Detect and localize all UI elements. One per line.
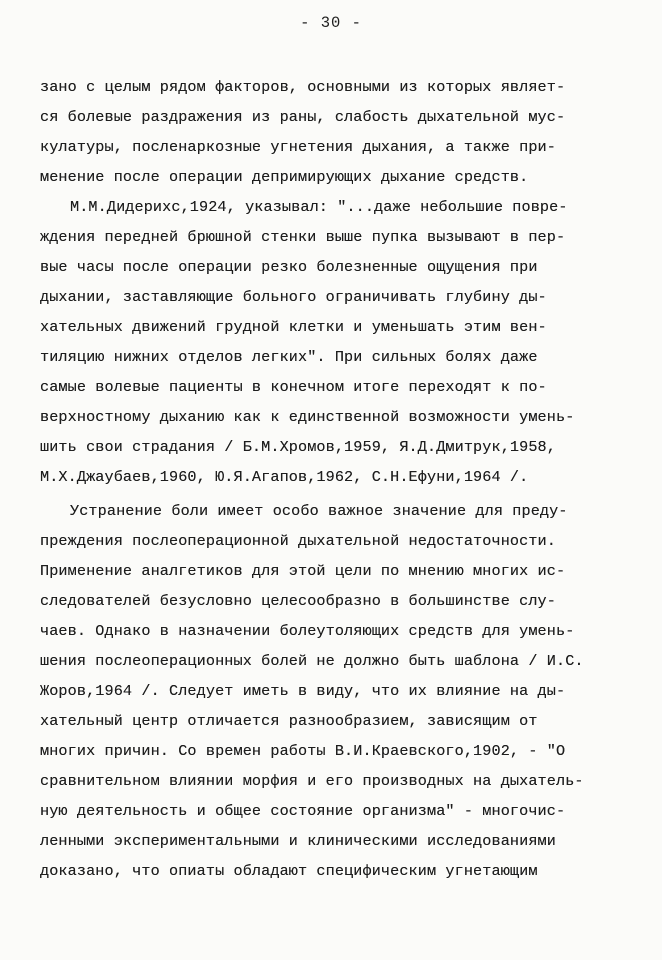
text-line: доказано, что опиаты обладают специфическим угнетающим [40, 862, 538, 880]
text-line: М.Х.Джаубаев,1960, Ю.Я.Агапов,1962, С.Н.Ефуни,1964 /. [40, 468, 529, 486]
text-line: Жоров,1964 /. Следует иметь в виду, что их влияние на ды- [40, 682, 566, 700]
text-line: преждения послеоперационной дыхательной недостаточности. [40, 532, 556, 550]
text-line: ленными экспериментальными и клиническими исследованиями [40, 832, 556, 850]
text-line: М.М.Дидерихс,1924, указывал: "...даже небольшие повре- [70, 198, 568, 216]
text-line: дыхании, заставляющие больного ограничивать глубину ды- [40, 288, 547, 306]
text-line: самые волевые пациенты в конечном итоге переходят к по- [40, 378, 547, 396]
text-line: шения послеоперационных болей не должно быть шаблона / И.С. [40, 652, 584, 670]
text-line: ждения передней брюшной стенки выше пупка вызывают в пер- [40, 228, 566, 246]
text-line: хательный центр отличается разнообразием, зависящим от [40, 712, 538, 730]
text-line: следователей безусловно целесообразно в большинстве слу- [40, 592, 556, 610]
text-line: хательных движений грудной клетки и уменьшать этим вен- [40, 318, 547, 336]
text-line: вые часы после операции резко болезненные ощущения при [40, 258, 538, 276]
text-line: тиляцию нижних отделов легких". При сильных болях даже [40, 348, 538, 366]
text-line: шить свои страдания / Б.М.Хромов,1959, Я.Д.Дмитрук,1958, [40, 438, 556, 456]
text-line: чаев. Однако в назначении болеутоляющих средств для умень- [40, 622, 575, 640]
text-line: верхностному дыханию как к единственной возможности умень- [40, 408, 575, 426]
text-line: ся болевые раздражения из раны, слабость дыхательной мус- [40, 108, 566, 126]
text-line: сравнительном влиянии морфия и его производных на дыхатель- [40, 772, 584, 790]
page-number: - 30 - [300, 14, 362, 32]
text-line: Устранение боли имеет особо важное значение для преду- [70, 502, 568, 520]
text-line: ную деятельность и общее состояние организма" - многочис- [40, 802, 566, 820]
text-line: Применение аналгетиков для этой цели по мнению многих ис- [40, 562, 566, 580]
text-line: зано с целым рядом факторов, основными из которых являет- [40, 78, 566, 96]
text-line: менение после операции депримирующих дыхание средств. [40, 168, 529, 186]
text-line: кулатуры, посленаркозные угнетения дыхания, а также при- [40, 138, 556, 156]
text-line: многих причин. Со времен работы В.И.Краевского,1902, - "О [40, 742, 566, 760]
